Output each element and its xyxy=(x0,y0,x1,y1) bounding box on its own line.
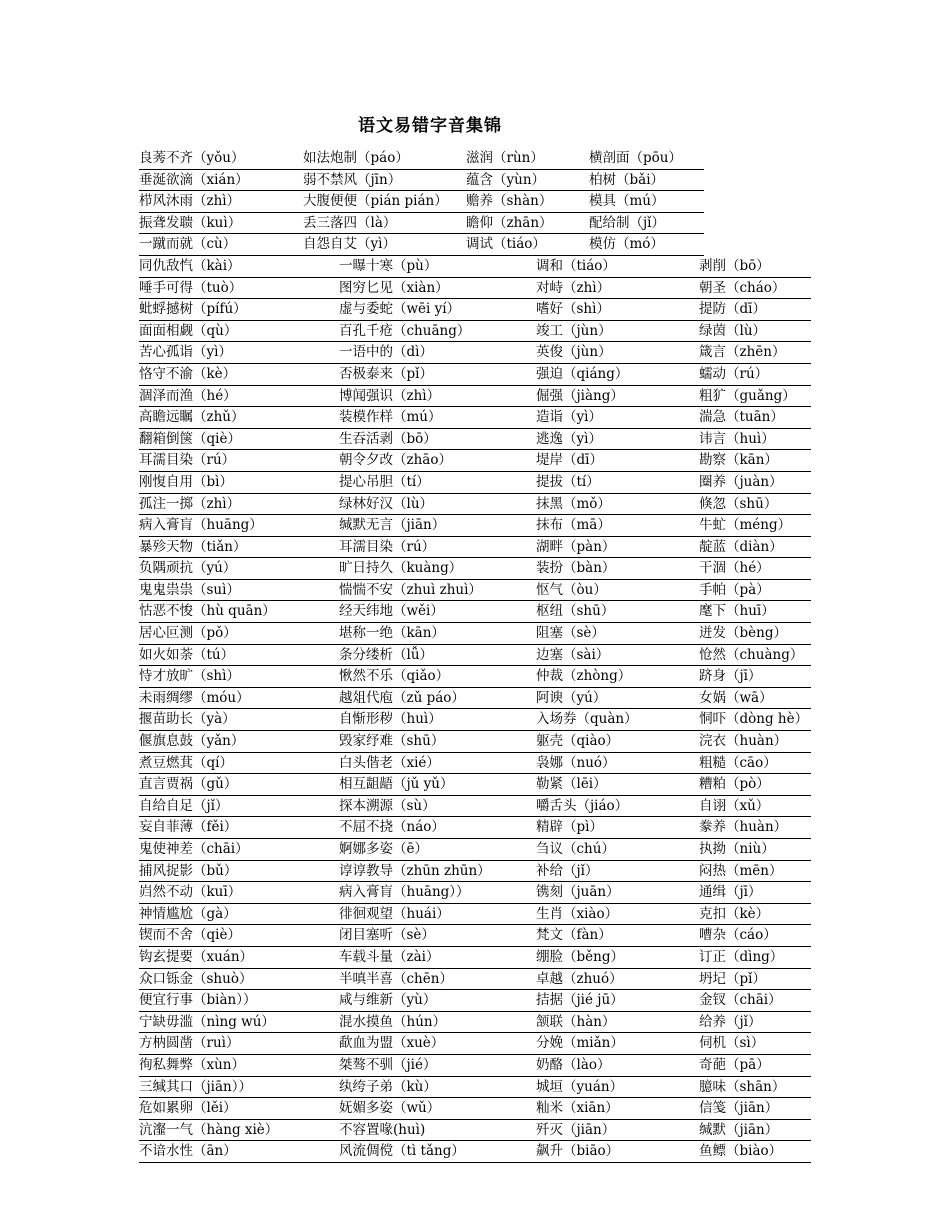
word-entry: 对峙（zhì） xyxy=(536,279,611,296)
word-entry: 自诩（xǔ） xyxy=(699,797,770,814)
word-entry: 提心吊胆（tí） xyxy=(339,473,430,490)
word-entry: 栉风沐雨（zhì） xyxy=(139,193,241,210)
word-row xyxy=(139,925,811,947)
word-entry: 捕风捉影（bǔ） xyxy=(139,862,238,879)
word-entry: 愀然不乐（qiǎo） xyxy=(339,668,450,685)
word-entry: 梵文（fàn） xyxy=(536,927,612,944)
word-entry: 执拗（niù） xyxy=(699,841,775,857)
word-entry: 妩媚多姿（wǔ） xyxy=(339,1100,441,1117)
word-row xyxy=(139,299,811,321)
word-entry: 抹布（mā） xyxy=(536,517,611,534)
word-entry: 湖畔（pàn） xyxy=(536,538,616,555)
word-entry: 众口铄金（shuò） xyxy=(139,970,253,987)
word-entry: 博闻强识（zhì） xyxy=(339,387,441,404)
word-entry: 良莠不齐（yǒu） xyxy=(139,150,245,166)
word-entry: 滋润（rùn） xyxy=(466,150,544,166)
word-entry: 同仇敌忾（kài） xyxy=(139,257,241,274)
word-entry: 躯壳（qiào） xyxy=(536,733,620,750)
word-entry: 孤注一掷（zhì） xyxy=(139,495,241,512)
word-entry: 徘徊观望（huái） xyxy=(339,905,450,922)
word-entry: 浣衣（huàn） xyxy=(699,733,788,750)
word-entry: 麾下（huī） xyxy=(699,603,775,620)
word-entry: 城垣（yuán） xyxy=(536,1078,624,1095)
word-entry: 居心叵测（pǒ） xyxy=(139,625,237,642)
word-entry: 克扣（kè） xyxy=(699,905,770,922)
word-entry: 怄气（òu） xyxy=(536,581,607,598)
word-row xyxy=(139,450,811,472)
word-entry: 抹黑（mǒ） xyxy=(536,495,611,512)
word-entry: 仲裁（zhòng） xyxy=(536,668,632,685)
word-entry: 毁家纾难（shū） xyxy=(339,733,445,750)
word-entry: 边塞（sài） xyxy=(536,646,610,663)
word-row xyxy=(139,1077,811,1099)
word-entry: 车载斗量（zài） xyxy=(339,948,440,965)
word-entry: 精辟（pì） xyxy=(536,819,603,836)
word-entry: 箴言（zhēn） xyxy=(699,344,786,361)
word-row xyxy=(139,1098,811,1120)
word-entry: 自给自足（jǐ） xyxy=(139,797,229,814)
word-entry: 相互龃龉（jǔ yǔ） xyxy=(339,776,454,793)
word-entry: 糟粕（pò） xyxy=(699,776,770,793)
word-entry: 粗犷（guǎng） xyxy=(699,387,796,404)
word-entry: 颔联（hàn） xyxy=(536,1013,616,1030)
word-entry: 牛虻（méng） xyxy=(699,517,792,534)
word-entry: 坍圮（pǐ） xyxy=(699,970,766,987)
word-row xyxy=(139,1141,811,1163)
word-entry: 危如累卵（lěi） xyxy=(139,1100,237,1117)
word-entry: 鱼鳔（biào） xyxy=(699,1143,783,1160)
word-entry: 桀骜不驯（jié） xyxy=(339,1056,437,1073)
word-entry: 跻身（jī） xyxy=(699,668,762,685)
word-entry: 剥削（bō） xyxy=(699,257,770,274)
word-entry: 嘈杂（cáo） xyxy=(699,927,777,944)
page-title: 语文易错字音集锦 xyxy=(358,116,502,136)
word-entry: 自怨自艾（yì） xyxy=(303,236,396,253)
word-entry: 倔强（jiàng） xyxy=(536,387,624,404)
word-entry: 婀娜多姿（ē） xyxy=(339,841,428,857)
word-entry: 图穷匕见（xiàn） xyxy=(339,279,449,296)
word-entry: 信笺（jiān） xyxy=(699,1100,779,1117)
word-row xyxy=(139,969,811,991)
word-entry: 高瞻远瞩（zhǔ） xyxy=(139,409,245,426)
word-entry: 金钗（chāi） xyxy=(699,992,782,1009)
word-entry: 半嗔半喜（chēn） xyxy=(339,970,453,987)
word-entry: 歃血为盟（xuè） xyxy=(339,1035,445,1052)
word-entry: 勘察（kān） xyxy=(699,452,778,469)
word-row xyxy=(139,839,811,861)
word-entry: 粗糙（cāo） xyxy=(699,754,777,771)
word-entry: 煮豆燃萁（qí） xyxy=(139,754,233,771)
word-entry: 装扮（bàn） xyxy=(536,560,616,577)
word-entry: 恃才放旷（shì） xyxy=(139,668,240,685)
word-row xyxy=(139,709,811,731)
word-entry: 圈养（juàn） xyxy=(699,473,783,490)
word-entry: 卓越（zhuó） xyxy=(536,970,623,987)
word-row xyxy=(139,817,811,839)
word-row xyxy=(139,1033,811,1055)
word-entry: 怆然（chuàng） xyxy=(699,646,804,663)
word-row xyxy=(139,861,811,883)
word-entry: 讳言（huì） xyxy=(699,430,775,447)
word-entry: 面面相觑（qù） xyxy=(139,322,238,339)
word-row xyxy=(139,731,811,753)
word-entry: 揠苗助长（yà） xyxy=(139,711,236,728)
word-entry: 翻箱倒箧（qiè） xyxy=(139,430,241,447)
word-row xyxy=(139,774,811,796)
word-entry: 手帕（pà） xyxy=(699,581,770,598)
word-entry: 刍议（chú） xyxy=(536,841,615,857)
word-entry: 弱不禁风（jīn） xyxy=(303,171,402,188)
word-entry: 闷热（mēn） xyxy=(699,862,783,879)
word-entry: 生吞活剥（bō） xyxy=(339,430,437,447)
word-entry: 三缄其口（jiān）） xyxy=(139,1078,252,1095)
word-entry: 朝圣（cháo） xyxy=(699,279,786,296)
word-entry: 拮据（jié jū） xyxy=(536,992,624,1009)
word-row xyxy=(139,947,811,969)
word-row xyxy=(139,601,811,623)
word-entry: 一语中的（dì） xyxy=(339,344,433,361)
word-entry: 大腹便便（pián pián） xyxy=(303,193,448,210)
word-row xyxy=(139,1120,811,1142)
word-entry: 缄默（jiān） xyxy=(699,1121,779,1138)
word-row xyxy=(139,364,811,386)
word-entry: 负隅顽抗（yú） xyxy=(139,560,237,577)
word-entry: 订正（dìng） xyxy=(699,948,784,965)
word-entry: 柏树（bǎi） xyxy=(589,171,665,188)
word-entry: 直言贾祸（gǔ） xyxy=(139,776,238,793)
word-entry: 赡养（shàn） xyxy=(466,193,553,210)
word-entry: 不容置喙(huì) xyxy=(339,1121,426,1138)
word-entry: 徇私舞弊（xùn） xyxy=(139,1056,246,1073)
word-entry: 谆谆教导（zhūn zhūn） xyxy=(339,862,491,879)
word-row xyxy=(139,1012,811,1034)
word-entry: 混水摸鱼（hún） xyxy=(339,1013,447,1030)
word-entry: 自惭形秽（huì） xyxy=(339,711,442,728)
word-entry: 妄自菲薄（fěi） xyxy=(139,819,238,836)
word-entry: 干涸（hé） xyxy=(699,560,770,577)
word-entry: 振聋发聩（kuì） xyxy=(139,214,242,231)
word-entry: 竣工（jùn） xyxy=(536,322,612,339)
word-entry: 未雨绸缪（móu） xyxy=(139,689,250,706)
word-entry: 涸泽而渔（hé） xyxy=(139,387,237,404)
word-entry: 绿林好汉（lù） xyxy=(339,495,434,512)
word-row xyxy=(139,904,811,926)
word-row xyxy=(139,494,811,516)
word-entry: 横剖面（pōu） xyxy=(589,150,682,166)
word-entry: 强迫（qiáng） xyxy=(536,365,629,382)
word-row xyxy=(139,429,811,451)
word-entry: 丢三落四（là） xyxy=(303,214,397,231)
word-row xyxy=(139,882,811,904)
word-entry: 唾手可得（tuò） xyxy=(139,279,243,296)
word-entry: 籼米（xiān） xyxy=(536,1100,619,1117)
word-entry: 病入膏肓（huāng）） xyxy=(339,884,470,901)
word-entry: 瞻仰（zhān） xyxy=(466,214,553,231)
word-entry: 倏忽（shū） xyxy=(699,495,778,512)
word-entry: 袅娜（nuó） xyxy=(536,754,616,771)
word-row xyxy=(139,1055,811,1077)
word-entry: 方枘圆凿（ruì） xyxy=(139,1035,240,1052)
word-entry: 豢养（huàn） xyxy=(699,819,788,836)
word-entry: 配给制（jǐ） xyxy=(589,214,666,231)
word-entry: 探本溯源（sù） xyxy=(339,797,436,814)
word-entry: 朝令夕改（zhāo） xyxy=(339,452,452,469)
word-entry: 岿然不动（kuī） xyxy=(139,884,242,901)
word-entry: 旷日持久（kuàng） xyxy=(339,560,463,577)
word-entry: 越俎代庖（zǔ páo） xyxy=(339,689,465,706)
word-entry: 病入膏肓（huāng） xyxy=(139,517,263,534)
word-row xyxy=(139,645,811,667)
word-row xyxy=(139,537,811,559)
word-entry: 女娲（wā） xyxy=(699,689,773,706)
word-entry: 不屈不挠（náo） xyxy=(339,819,445,836)
word-entry: 生肖（xiào） xyxy=(536,905,619,922)
word-entry: 歼灭（jiān） xyxy=(536,1121,616,1138)
word-entry: 怙恶不悛（hù quān） xyxy=(139,603,276,620)
word-row xyxy=(139,191,704,213)
word-row xyxy=(139,753,811,775)
word-entry: 模仿（mó） xyxy=(589,236,664,253)
word-row xyxy=(139,666,811,688)
word-row xyxy=(139,472,811,494)
word-entry: 阿谀（yú） xyxy=(536,689,607,706)
word-entry: 恫吓（dòng hè） xyxy=(699,711,809,728)
word-entry: 垂涎欲滴（xián） xyxy=(139,171,249,188)
word-entry: 沆瀣一气（hàng xiè） xyxy=(139,1121,279,1138)
word-entry: 白头偕老（xié） xyxy=(339,754,440,771)
word-entry: 闭目塞听（sè） xyxy=(339,927,435,944)
word-entry: 鬼鬼祟祟（suì） xyxy=(139,581,240,598)
word-entry: 给养（jǐ） xyxy=(699,1013,762,1030)
word-entry: 耳濡目染（rú） xyxy=(139,452,236,469)
word-entry: 便宜行事（biàn）） xyxy=(139,992,257,1009)
word-row xyxy=(139,170,704,192)
word-entry: 锲而不舍（qiè） xyxy=(139,927,241,944)
word-entry: 臆味（shān） xyxy=(699,1078,786,1095)
word-entry: 虚与委蛇（wēi yí） xyxy=(339,301,461,318)
word-row xyxy=(139,990,811,1012)
word-row xyxy=(139,213,704,235)
word-entry: 咸与维新（yù） xyxy=(339,992,437,1009)
word-entry: 蠕动（rú） xyxy=(699,365,769,382)
word-entry: 飙升（biāo） xyxy=(536,1143,620,1160)
word-entry: 勒紧（lēi） xyxy=(536,776,607,793)
word-entry: 纨绔子弟（kù） xyxy=(339,1078,437,1095)
word-entry: 刚愎自用（bì） xyxy=(139,473,233,490)
word-entry: 堤岸（dī） xyxy=(536,452,603,469)
word-entry: 蚍蜉撼树（pífú） xyxy=(139,301,247,318)
word-entry: 奇葩（pā） xyxy=(699,1056,770,1073)
word-row xyxy=(139,321,811,343)
word-row xyxy=(139,342,811,364)
word-entry: 条分缕析（lǚ） xyxy=(339,646,434,663)
word-row xyxy=(139,558,811,580)
word-entry: 一曝十寒（pù） xyxy=(339,257,438,274)
word-entry: 奶酪（lào） xyxy=(536,1056,611,1073)
word-entry: 否极泰来（pǐ） xyxy=(339,365,433,382)
word-entry: 靛蓝（diàn） xyxy=(699,538,783,555)
word-entry: 装模作样（mú） xyxy=(339,409,442,426)
word-entry: 一蹴而就（cù） xyxy=(139,236,237,253)
word-entry: 恪守不渝（kè） xyxy=(139,365,237,382)
word-row xyxy=(139,148,704,170)
word-entry: 百孔千疮（chuāng） xyxy=(339,322,471,339)
word-entry: 如火如荼（tú） xyxy=(139,646,235,663)
word-entry: 惴惴不安（zhuì zhuì） xyxy=(339,581,482,598)
word-entry: 镌刻（juān） xyxy=(536,884,620,901)
word-entry: 堪称一绝（kān） xyxy=(339,625,445,642)
word-entry: 偃旗息鼓（yǎn） xyxy=(139,733,245,750)
word-entry: 绿茵（lù） xyxy=(699,322,767,339)
word-row xyxy=(139,515,811,537)
word-entry: 苦心孤诣（yì） xyxy=(139,344,232,361)
word-row xyxy=(139,688,811,710)
word-entry: 提拔（tí） xyxy=(536,473,600,490)
word-entry: 模具（mú） xyxy=(589,193,665,210)
word-entry: 补给（jǐ） xyxy=(536,862,599,879)
word-entry: 嗜好（shì） xyxy=(536,301,610,318)
word-row xyxy=(139,386,811,408)
word-entry: 不谙水性（ān） xyxy=(139,1143,237,1160)
word-entry: 通缉（jī） xyxy=(699,884,762,901)
word-entry: 造诣（yì） xyxy=(536,409,602,426)
word-row xyxy=(139,234,704,256)
word-entry: 钩玄提要（xuán） xyxy=(139,948,254,965)
word-entry: 英俊（jùn） xyxy=(536,344,612,361)
word-entry: 枢纽（shū） xyxy=(536,603,615,620)
word-entry: 经天纬地（wěi） xyxy=(339,603,444,620)
word-entry: 神情尴尬（gà） xyxy=(139,905,237,922)
word-row xyxy=(139,623,811,645)
word-entry: 伺机（sì） xyxy=(699,1035,765,1052)
word-row xyxy=(139,796,811,818)
word-entry: 分娩（miǎn） xyxy=(536,1035,624,1052)
word-entry: 嚼舌头（jiáo） xyxy=(536,797,629,814)
word-entry: 鬼使神差（chāi） xyxy=(139,841,249,857)
word-entry: 湍急（tuān） xyxy=(699,409,784,426)
word-row xyxy=(139,580,811,602)
word-entry: 耳濡目染（rú） xyxy=(339,538,436,555)
word-entry: 提防（dī） xyxy=(699,301,766,318)
word-entry: 如法炮制（páo） xyxy=(303,150,409,166)
word-list xyxy=(139,148,811,1163)
word-entry: 调和（tiáo） xyxy=(536,257,616,274)
word-row xyxy=(139,256,811,278)
word-entry: 暴殄天物（tiǎn） xyxy=(139,538,247,555)
word-row xyxy=(139,407,811,429)
word-entry: 蕴含（yùn） xyxy=(466,171,546,188)
word-entry: 逃逸（yì） xyxy=(536,430,602,447)
word-entry: 调试（tiáo） xyxy=(466,236,546,253)
word-entry: 迸发（bèng） xyxy=(699,625,787,642)
word-entry: 风流倜傥（tì tǎng） xyxy=(339,1143,465,1160)
word-entry: 阻塞（sè） xyxy=(536,625,605,642)
word-entry: 绷脸（běng） xyxy=(536,948,624,965)
word-entry: 缄默无言（jiān） xyxy=(339,517,446,534)
word-entry: 宁缺毋滥（nìng wú） xyxy=(139,1013,275,1030)
word-entry: 入场券（quàn） xyxy=(536,711,638,728)
word-row xyxy=(139,278,811,300)
